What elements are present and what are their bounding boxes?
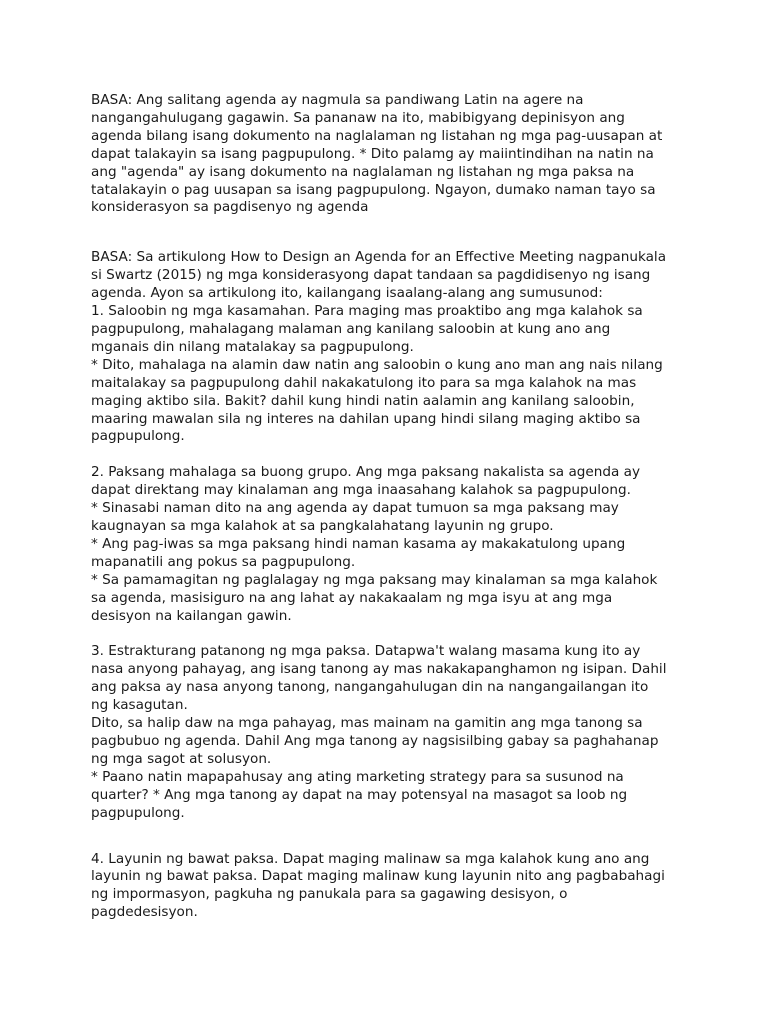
paragraph-design-considerations: BASA: Sa artikulong How to Design an Agenda for an Effective Meeting nagpanukala si Swartz (2015) ng mga konsiderasyong dapat tandaan sa pagdidisenyo ng isang agenda. Ayon sa artikulong ito, kailangang isaalang-alang ang sumusunod: 1. Saloobin ng mga kasamahan. Para maging mas proaktibo ang mga kalahok sa pagpupulong, mahalagang malaman ang kanilang saloobin at kung ano ang mganais din nilang matalakay sa pagpupulong. * Dito, mahalaga na alamin daw natin ang saloobin o kung ano man ang nais nilang maitalakay sa pagpupulong dahil nakakatulong ito para sa mga kalahok na mas maging aktibo sila. Bakit? dahil kung hindi natin aalamin ang kanilang saloobin, maaring mawalan sila ng interes na dahilan upang hindi silang maging aktibo sa pagpupulong. [91, 249, 667, 445]
paragraph-item-2: 2. Paksang mahalaga sa buong grupo. Ang mga paksang nakalista sa agenda ay dapat direktang may kinalaman ang mga inaasahang kalahok sa pagpupulong. * Sinasabi naman dito na ang agenda ay dapat tumuon sa mga paksang may kaugnayan sa mga kalahok at sa pangkalahatang layunin ng grupo. * Ang pag-iwas sa mga paksang hindi naman kasama ay makakatulong upang mapanatili ang pokus sa pagpupulong. * Sa pamamagitan ng paglalagay ng mga paksang may kinalaman sa mga kalahok sa agenda, masisiguro na ang lahat ay nakakaalam ng mga isyu at ang mga desisyon na kailangan gawin. [91, 464, 658, 624]
document-body [91, 92, 691, 922]
spacer [91, 217, 691, 249]
spacer [91, 823, 691, 851]
paragraph-agenda-definition: BASA: Ang salitang agenda ay nagmula sa pandiwang Latin na agere na nangangahulugang gagawin. Sa pananaw na ito, mabibigyang depinisyon ang agenda bilang isang dokumento na naglalaman ng listahan ng mga pag-uusapan at dapat talakayin sa isang pagpupulong. * Dito palamg ay maiintindihan na natin na ang "agenda" ay isang dokumento na naglalaman ng listahan ng mga paksa na tatalakayin o pag uusapan sa isang pagpupulong. Ngayon, dumako naman tayo sa konsiderasyon sa pagdisenyo ng agenda [91, 92, 663, 216]
paragraph-item-4: 4. Layunin ng bawat paksa. Dapat maging malinaw sa mga kalahok kung ano ang layunin ng bawat paksa. Dapat maging malinaw kung layunin nito ang pagbabahagi ng impormasyon, pagkuha ng panukala para sa gagawing desisyon, o pagdedesisyon. [91, 850, 665, 921]
spacer [91, 625, 691, 643]
paragraph-item-3: 3. Estrakturang patanong ng mga paksa. Datapwa't walang masama kung ito ay nasa anyong pahayag, ang isang tanong ay mas nakakapanghamon ng isipan. Dahil ang paksa ay nasa anyong tanong, nangangahulugan din na nangangailangan ito ng kasagutan. Dito, sa halip daw na mga pahayag, mas mainam na gamitin ang mga tanong sa pagbubuo ng agenda. Dahil Ang mga tanong ay nagsisilbing gabay sa paghahanap ng mga sagot at solusyon. * Paano natin mapapahusay ang ating marketing strategy para sa susunod na quarter? * Ang mga tanong ay dapat na may potensyal na masagot sa loob ng pagpupulong. [91, 643, 667, 821]
spacer [91, 446, 691, 464]
